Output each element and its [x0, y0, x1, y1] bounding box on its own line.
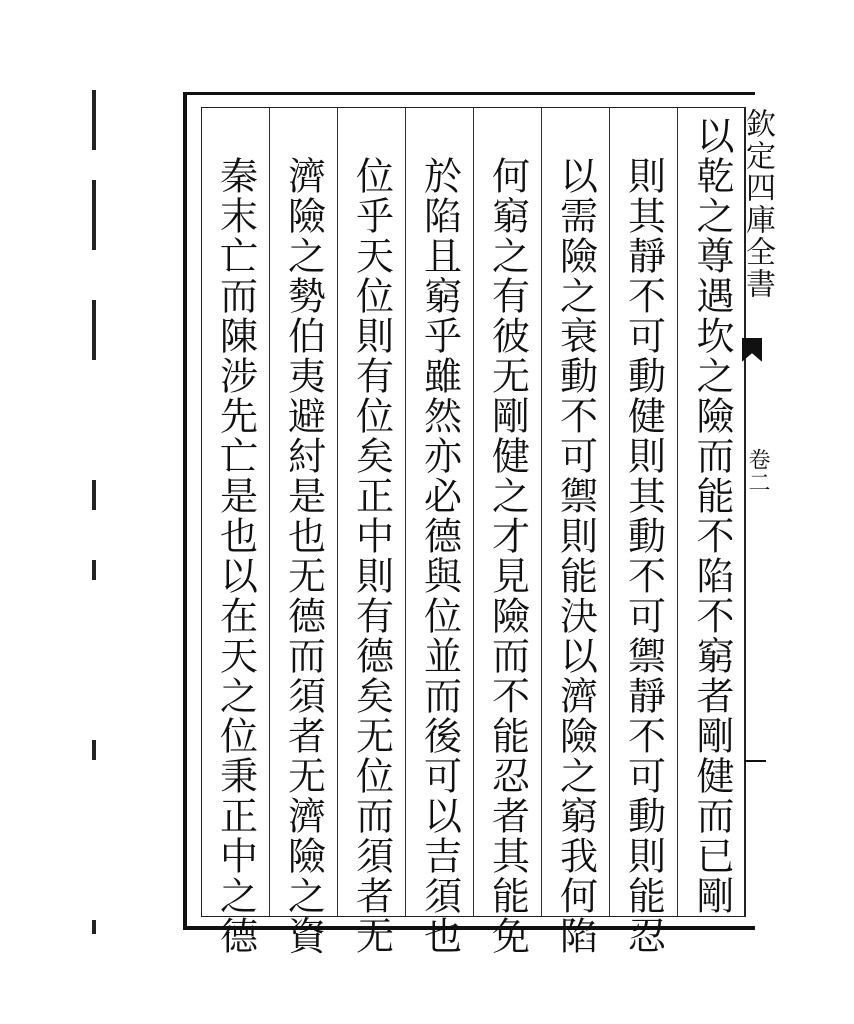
column-text: 則其靜不可動健則其動不可禦靜不可動則能忍 [621, 156, 666, 956]
text-column-4 [474, 108, 542, 956]
scan-edge-mark [92, 920, 96, 934]
text-column-3 [542, 108, 610, 956]
column-text: 濟險之勢伯夷避紂是也无德而須者无濟險之資 [281, 156, 326, 956]
column-text: 以需險之衰動不可禦則能決以濟險之窮我何陷 [553, 156, 598, 956]
collection-title: 欽定四庫全書 [740, 108, 775, 300]
column-text: 何窮之有彼无剛健之才見險而不能忍者其能免 [485, 156, 530, 956]
text-column-8 [202, 108, 270, 956]
column-text: 秦末亡而陳涉先亡是也以在天之位秉正中之德 [213, 156, 258, 956]
scan-edge-mark [92, 560, 96, 580]
scan-edge-mark [92, 90, 96, 150]
column-text: 以乾之尊遇坎之險而能不陷不窮者剛健而已剛 [690, 116, 734, 916]
text-column-2 [610, 108, 678, 956]
page-frame [183, 92, 755, 956]
column-text: 位乎天位則有位矣正中則有德矣无位而須者无 [349, 156, 394, 956]
margin-rule [744, 760, 766, 762]
column-text: 於陷且窮乎雖然亦必德與位並而後可以吉須也 [417, 156, 462, 956]
text-column-1 [678, 108, 746, 916]
scan-edge-mark [92, 180, 96, 250]
scan-edge-mark [92, 480, 96, 510]
text-column-5 [406, 108, 474, 956]
text-column-6 [338, 108, 406, 956]
volume-label: 卷二 [745, 448, 770, 494]
scan-edge-mark [92, 300, 96, 360]
scan-edge-mark [92, 740, 96, 760]
text-block [201, 107, 745, 956]
text-column-7 [270, 108, 338, 956]
